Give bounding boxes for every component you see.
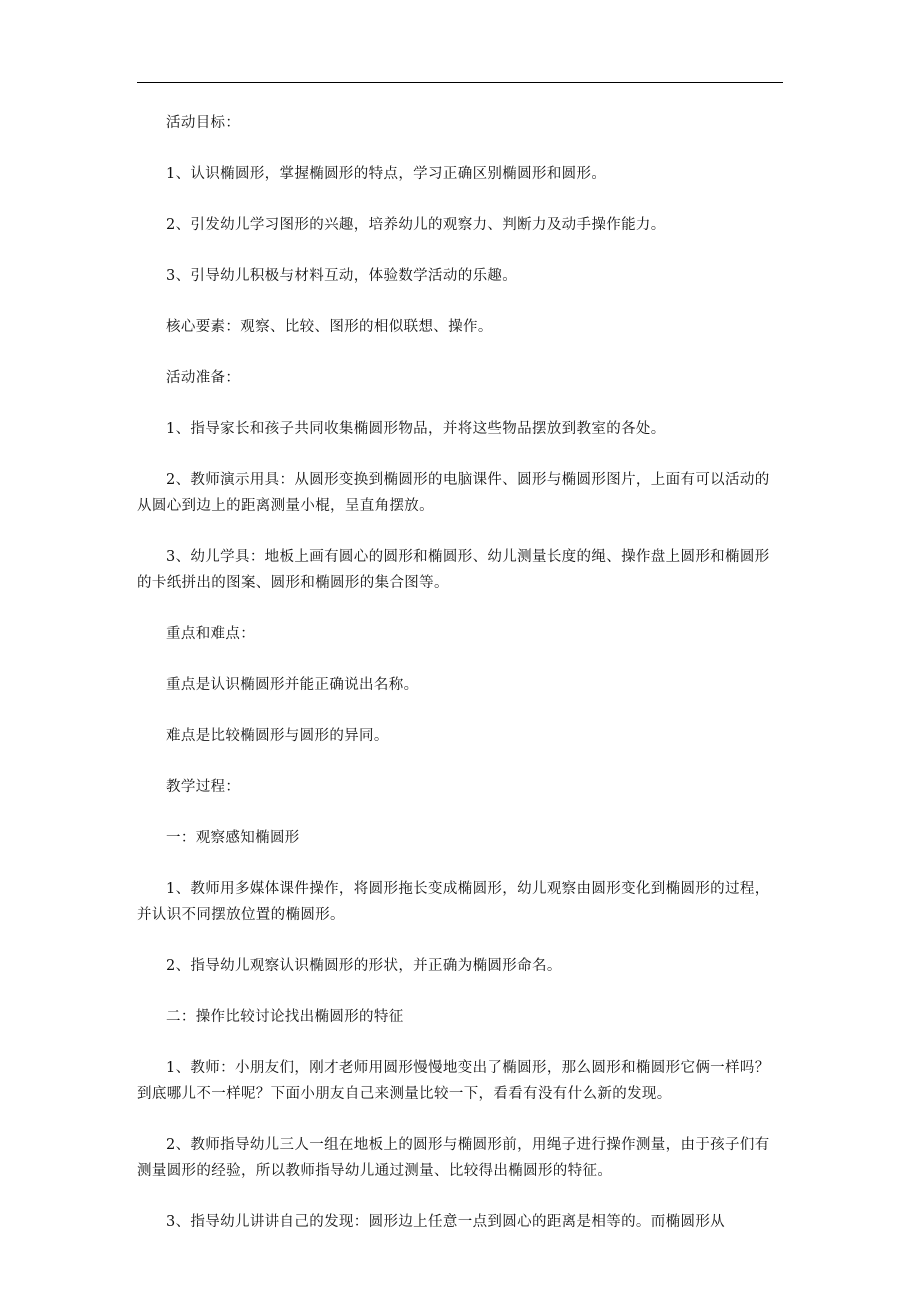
goal-item-2: 2、引发幼儿学习图形的兴趣，培养幼儿的观察力、判断力及动手操作能力。 <box>166 217 666 233</box>
process-step-2-item-3: 3、指导幼儿讲讲自己的发现：圆形边上任意一点到圆心的距离是相等的。而椭圆形从 <box>166 1214 726 1230</box>
section-heading-key-points: 重点和难点： <box>166 626 256 642</box>
process-step-1-item-2: 2、指导幼儿观察认识椭圆形的形状，并正确为椭圆形命名。 <box>166 958 562 974</box>
section-heading-process: 教学过程： <box>166 779 241 795</box>
document-body <box>137 110 783 1260</box>
key-point: 重点是认识椭圆形并能正确说出名称。 <box>166 677 419 693</box>
core-elements: 核心要素：观察、比较、图形的相似联想、操作。 <box>166 319 493 335</box>
difficult-point: 难点是比较椭圆形与圆形的异同。 <box>166 728 389 744</box>
process-step-2-heading: 二：操作比较讨论找出椭圆形的特征 <box>166 1009 404 1025</box>
preparation-item-2: 2、教师演示用具：从圆形变换到椭圆形的电脑课件、圆形与椭圆形图片，上面有可以活动的从圆心到边上的距离测量小棍，呈直角摆放。 <box>137 472 770 514</box>
header-rule <box>137 82 783 83</box>
process-step-2-item-1: 1、教师：小朋友们，刚才老师用圆形慢慢地变出了椭圆形，那么圆形和椭圆形它俩一样吗？到底哪儿不一样呢？下面小朋友自己来测量比较一下，看看有没有什么新的发现。 <box>137 1060 770 1102</box>
process-step-1-item-1: 1、教师用多媒体课件操作，将圆形拖长变成椭圆形，幼儿观察由圆形变化到椭圆形的过程，并认识不同摆放位置的椭圆形。 <box>137 881 770 923</box>
section-heading-preparation: 活动准备： <box>166 370 241 386</box>
section-heading-goals: 活动目标： <box>166 115 241 131</box>
goal-item-3: 3、引导幼儿积极与材料互动，体验数学活动的乐趣。 <box>166 268 518 284</box>
goal-item-1: 1、认识椭圆形，掌握椭圆形的特点，学习正确区别椭圆形和圆形。 <box>166 166 607 182</box>
preparation-item-1: 1、指导家长和孩子共同收集椭圆形物品，并将这些物品摆放到教室的各处。 <box>166 421 666 437</box>
preparation-item-3: 3、幼儿学具：地板上画有圆心的圆形和椭圆形、幼儿测量长度的绳、操作盘上圆形和椭圆形的卡纸拼出的图案、圆形和椭圆形的集合图等。 <box>137 549 770 591</box>
process-step-2-item-2: 2、教师指导幼儿三人一组在地板上的圆形与椭圆形前，用绳子进行操作测量，由于孩子们有测量圆形的经验，所以教师指导幼儿通过测量、比较得出椭圆形的特征。 <box>137 1137 770 1179</box>
process-step-1-heading: 一：观察感知椭圆形 <box>166 830 300 846</box>
